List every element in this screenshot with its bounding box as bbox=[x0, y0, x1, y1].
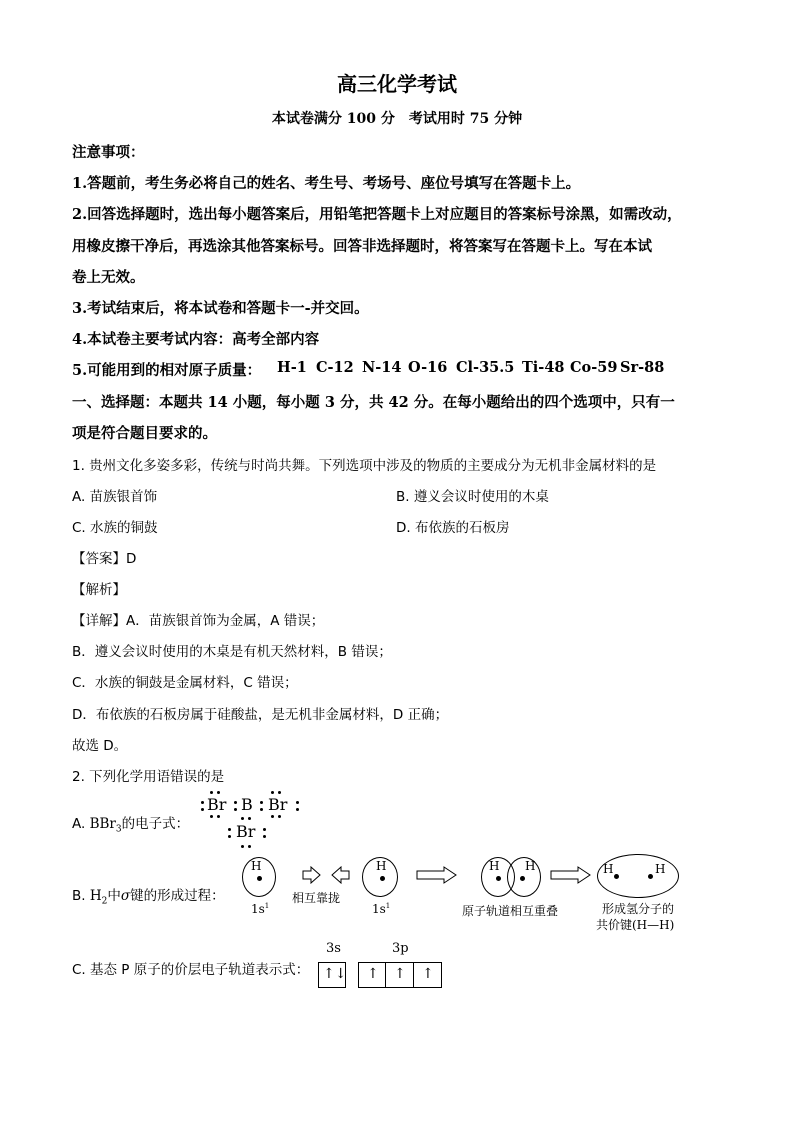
overlap-h-left-label: H bbox=[489, 859, 500, 873]
section-heading-line-2: 项是符合题目要求的。 bbox=[72, 425, 217, 442]
h2-electron-left bbox=[614, 874, 619, 879]
q1-detail-2: B．遵义会议时使用的木桌是有机天然材料，B 错误； bbox=[72, 644, 392, 660]
orbital-3p-label: 3p bbox=[392, 941, 409, 956]
overlap-electron-right bbox=[520, 876, 525, 881]
orbital-box-3p-3: ↑ bbox=[413, 962, 442, 988]
q2-stem: 2. 下列化学用语错误的是 bbox=[72, 769, 225, 785]
q1-option-d: D. 布依族的石板房 bbox=[396, 520, 510, 536]
notice-item-3: 3.考试结束后，将本试卷和答题卡一-并交回。 bbox=[72, 300, 369, 317]
lewis-b: B bbox=[241, 795, 253, 814]
notice-item-1: 1.答题前，考生务必将自己的姓名、考生号、考场号、座位号填写在答题卡上。 bbox=[72, 175, 581, 192]
orbital-3s-label: 3s bbox=[326, 941, 341, 956]
q2-option-a-label: A. BBr$_3$的电子式： bbox=[72, 816, 190, 835]
lewis-br-right: Br bbox=[268, 795, 288, 814]
overlap-label: 原子轨道相互重叠 bbox=[462, 904, 559, 918]
product-label-line-1: 形成氢分子的 bbox=[602, 902, 675, 916]
page-subtitle: 本试卷满分 100 分 考试用时 75 分钟 bbox=[271, 111, 523, 127]
notice-item-2-line-1: 2.回答选择题时，选出每小题答案后，用铅笔把答题卡上对应题目的答案标号涂黑，如需改动， bbox=[72, 206, 682, 223]
page-title: 高三化学考试 bbox=[337, 72, 457, 96]
notice-item-2-line-3: 卷上无效。 bbox=[72, 269, 145, 286]
q1-answer: 【答案】D bbox=[72, 551, 137, 567]
lewis-structure bbox=[200, 790, 310, 850]
orbital-box-3p-1: ↑ bbox=[358, 962, 386, 988]
lewis-br-left: Br bbox=[207, 795, 227, 814]
section-heading-line-1: 一、选择题：本题共 14 小题，每小题 3 分，共 42 分。在每小题给出的四个选项中，只有一 bbox=[72, 394, 675, 411]
h-atom-1-orbital: $1s^1$ bbox=[251, 902, 270, 916]
mass-cl: Cl-35.5 bbox=[456, 359, 515, 376]
arrow-right-icon bbox=[416, 866, 458, 884]
q1-analysis-heading: 【解析】 bbox=[72, 582, 126, 598]
product-label-line-2: 共价键(H—H) bbox=[596, 918, 675, 932]
h-atom-1-electron bbox=[257, 876, 262, 881]
h2-electron-right bbox=[648, 874, 653, 879]
mass-c: C-12 bbox=[316, 359, 354, 376]
q1-conclusion: 故选 D。 bbox=[72, 738, 128, 754]
notice-item-5-label: 5.可能用到的相对原子质量： bbox=[72, 362, 262, 379]
bbr3-formula: BBr$_3$ bbox=[89, 816, 122, 835]
q1-option-b: B. 遵义会议时使用的木桌 bbox=[396, 489, 549, 505]
h2-right-label: H bbox=[655, 862, 666, 876]
approach-arrows-icon bbox=[301, 866, 351, 884]
notice-item-2-line-2: 用橡皮擦干净后，再选涂其他答案标号。回答非选择题时，将答案写在答题卡上。写在本试 bbox=[72, 238, 652, 255]
overlap-electron-left bbox=[496, 876, 501, 881]
mass-h: H-1 bbox=[277, 359, 307, 376]
q1-stem: 1. 贵州文化多姿多彩，传统与时尚共舞。下列选项中涉及的物质的主要成分为无机非金属材料的是 bbox=[72, 458, 657, 474]
overlap-h-right-label: H bbox=[525, 859, 536, 873]
h2-left-label: H bbox=[603, 862, 614, 876]
q1-option-a: A. 苗族银首饰 bbox=[72, 489, 158, 505]
lewis-br-bottom: Br bbox=[236, 822, 256, 841]
approach-label: 相互靠拢 bbox=[292, 891, 341, 905]
h-atom-1-label: H bbox=[251, 859, 262, 873]
q2-option-b-label: B. $H_2$中σ键的形成过程： bbox=[72, 888, 225, 907]
notice-heading: 注意事项： bbox=[72, 144, 145, 161]
h-atom-2-electron bbox=[380, 876, 385, 881]
q2-option-c: C. 基态 P 原子的价层电子轨道表示式： bbox=[72, 962, 310, 978]
mass-sr: Sr-88 bbox=[620, 359, 665, 376]
q1-option-c: C. 水族的铜鼓 bbox=[72, 520, 158, 536]
mass-o: O-16 bbox=[408, 359, 448, 376]
q1-detail-1: 【详解】A．苗族银首饰为金属，A 错误； bbox=[72, 613, 325, 629]
orbital-box-3s: ↑↓ bbox=[318, 962, 346, 988]
mass-ti: Ti-48 bbox=[522, 359, 565, 376]
h-atom-2-orbital: $1s^1$ bbox=[372, 902, 391, 916]
notice-item-4: 4.本试卷主要考试内容：高考全部内容 bbox=[72, 331, 320, 348]
orbital-box-3p-2: ↑ bbox=[385, 962, 414, 988]
h-atom-2-label: H bbox=[376, 859, 387, 873]
q1-detail-3: C．水族的铜鼓是金属材料，C 错误； bbox=[72, 675, 298, 691]
q1-detail-4: D．布依族的石板房属于硅酸盐，是无机非金属材料，D 正确； bbox=[72, 707, 449, 723]
h2-molecule bbox=[597, 854, 679, 898]
mass-co: Co-59 bbox=[570, 359, 618, 376]
arrow-right-icon bbox=[550, 866, 592, 884]
mass-n: N-14 bbox=[362, 359, 402, 376]
